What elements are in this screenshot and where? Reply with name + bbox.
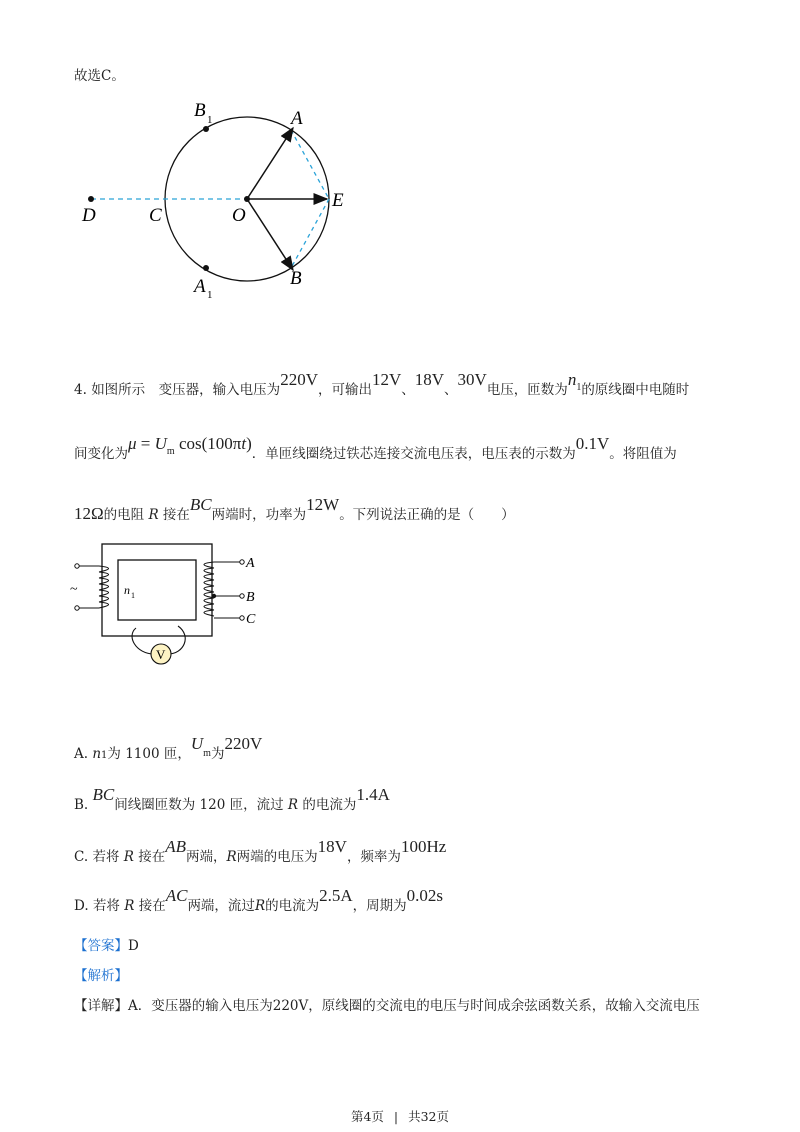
detail-tag: 【详解】 — [74, 998, 128, 1014]
answer-tag: 【答案】 — [74, 938, 128, 954]
detail-text: A．变压器的输入电压为220V，原线圈的交流电的电压与时间成余弦函数关系，故输入交流电压 — [128, 998, 700, 1014]
point-b1 — [203, 126, 209, 132]
transformer-diagram — [66, 540, 266, 670]
label-o: O — [232, 205, 246, 226]
question-4-line-2: 间变化为$\mu = U^m$ cos(100πt)．单匝线圈绕过铁芯连接交流电压表，电压表的示数为0.1V。将阻值为 — [74, 434, 677, 462]
answer-value: D — [128, 938, 139, 954]
label-n1-sub: 1 — [131, 591, 135, 600]
terminal-b: B — [246, 590, 255, 605]
point-a1 — [203, 265, 209, 271]
label-b1-sub: 1 — [207, 114, 213, 126]
terminal-c: C — [246, 612, 256, 627]
primary-coil — [78, 566, 109, 608]
vector-oa — [247, 128, 293, 199]
label-a: A — [291, 108, 303, 129]
label-a1-sub: 1 — [207, 289, 213, 301]
option-c: C. 若将 R 接在AB两端，R两端的电压为18V，频率为100Hz — [74, 837, 447, 865]
meter-reading: 0.1V — [575, 434, 610, 453]
point-o — [244, 196, 250, 202]
secondary-coil — [204, 562, 240, 618]
input-voltage: 220V — [280, 370, 318, 389]
question-number: 4. — [74, 382, 87, 398]
dashed-line-eb — [291, 199, 329, 268]
point-d — [88, 196, 94, 202]
voltmeter-label: V — [156, 647, 166, 662]
circle-diagram — [60, 90, 370, 310]
ac-source-symbol: ~ — [70, 582, 78, 597]
question-4-line-1: 4. 如图所示 变压器，输入电压为220V，可输出12V、18V、30V电压，匝数为$n^1$的原线圈中电随时 — [74, 370, 690, 398]
formula: μ — [128, 434, 137, 453]
option-d: D. 若将 R 接在AC两端，流过R的电流为2.5A，周期为0.02s — [74, 886, 444, 914]
label-a1: A — [194, 276, 206, 297]
answer-line — [74, 934, 139, 954]
page-number: 第4页 — [350, 1109, 384, 1124]
question-4-line-3: 12Ω的电阻 R 接在BC两端时，功率为12W。下列说法正确的是（ ） — [74, 495, 515, 523]
vector-ob — [247, 199, 293, 270]
label-e: E — [332, 190, 344, 211]
label-n1: n — [124, 583, 130, 597]
label-b1: B — [194, 100, 206, 121]
label-b: B — [290, 268, 302, 289]
page-footer: 第4页 | 共32页 — [350, 1109, 450, 1124]
option-a: A. n1为 1100 匝，Um为220V — [74, 734, 263, 762]
detail-line — [74, 994, 700, 1014]
analysis-line — [74, 964, 128, 984]
label-d: D — [82, 205, 96, 226]
label-c: C — [149, 205, 162, 226]
page-total: 共32页 — [408, 1109, 450, 1124]
option-b: B. BC间线圈匝数为 120 匝，流过 R 的电流为1.4A — [74, 785, 390, 813]
terminal-a: A — [246, 556, 255, 571]
dashed-line-ae — [291, 130, 329, 199]
analysis-tag: 【解析】 — [74, 968, 128, 984]
previous-answer: 故选C。 — [74, 68, 125, 84]
